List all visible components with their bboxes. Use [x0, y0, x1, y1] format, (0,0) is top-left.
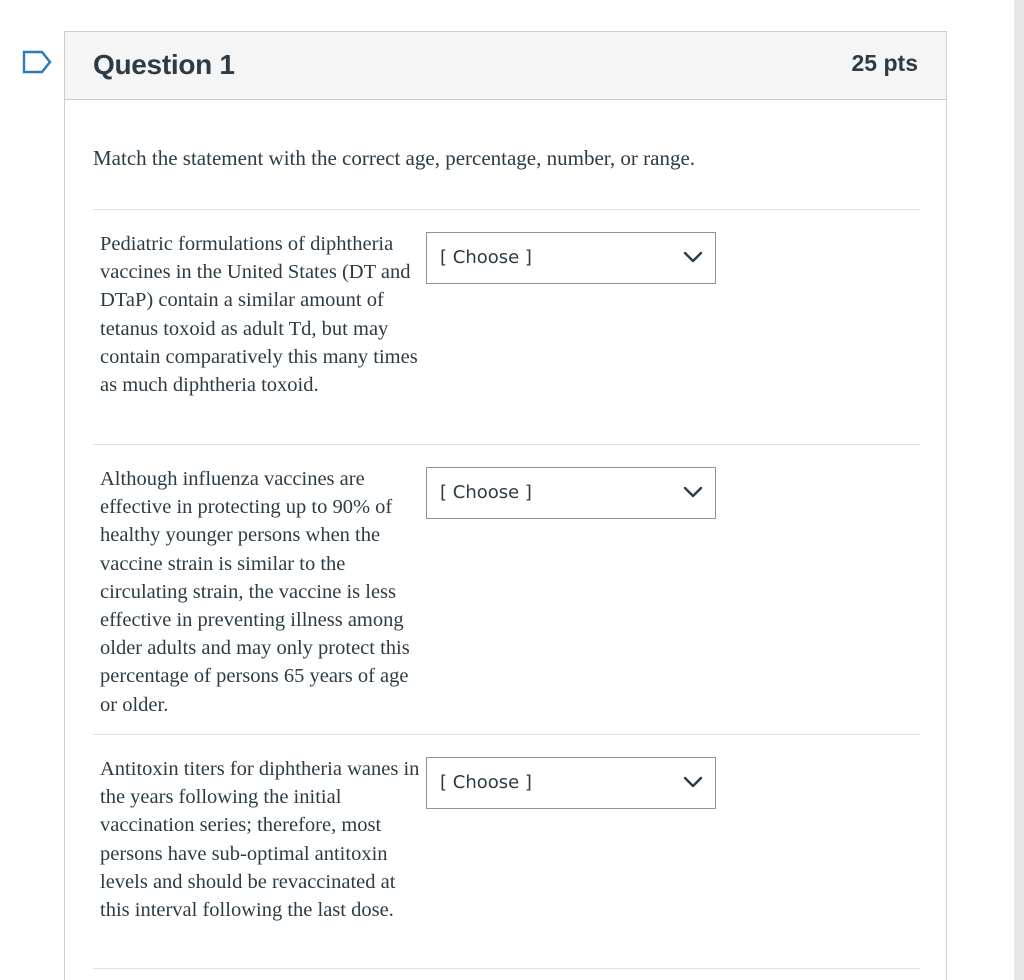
question-points: 25 pts — [851, 50, 918, 76]
match-statement: Pediatric formulations of diphtheria vaccines in the United States (DT and DTaP) contain a similar amount of tetanus toxoid as adult Td, but may contain comparatively this many times as much diphtheria toxoid. — [100, 233, 418, 397]
answer-select[interactable] — [426, 232, 716, 284]
question-title: Question 1 — [93, 49, 235, 80]
match-statement: Antitoxin titers for diphtheria wanes in the years following the initial vaccination series; therefore, most persons have sub-optimal antitoxin levels and should be revaccinated at this interval following the last dose. — [100, 758, 420, 922]
answer-select-value: [ Choose ] — [440, 247, 532, 268]
answer-select[interactable] — [426, 467, 716, 519]
question-prompt: Match the statement with the correct age, percentage, number, or range. — [93, 146, 696, 170]
chevron-down-icon — [683, 250, 703, 264]
bookmark-flag-icon[interactable] — [22, 50, 52, 74]
chevron-down-icon — [683, 485, 703, 499]
match-row — [93, 209, 920, 444]
match-row — [93, 734, 920, 969]
chevron-down-icon — [683, 775, 703, 789]
match-row — [93, 444, 920, 734]
answer-select[interactable] — [426, 757, 716, 809]
answer-select-value: [ Choose ] — [440, 772, 532, 793]
question-header — [65, 32, 946, 100]
answer-select-value: [ Choose ] — [440, 482, 532, 503]
match-statement: Although influenza vaccines are effective in protecting up to 90% of healthy younger persons when the vaccine strain is similar to the circulating strain, the vaccine is less effective in preventing illness among older adults and may only protect this percentage of persons 65 years of age or older. — [100, 468, 410, 716]
page-scrollbar[interactable] — [1014, 0, 1024, 980]
question-card — [64, 31, 947, 980]
